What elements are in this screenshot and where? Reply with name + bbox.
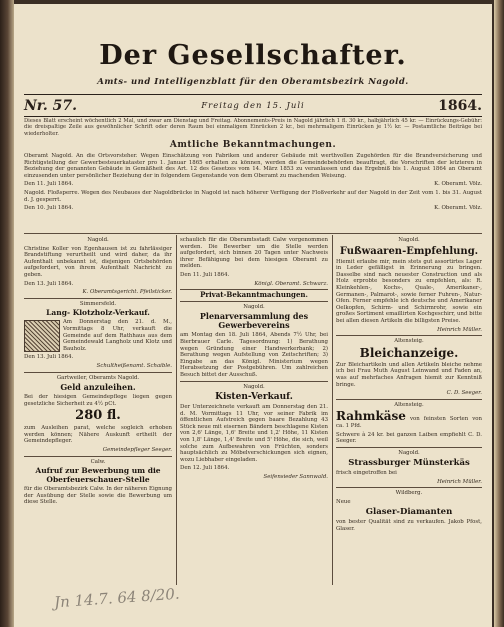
ad-muenster-signature: Heinrich Müller. (437, 478, 482, 485)
left-column (24, 237, 172, 508)
book-binding-gutter (0, 0, 14, 627)
header-rule-top (24, 94, 482, 95)
middle-divider-1 (180, 289, 328, 290)
official-bottom-rule (24, 233, 482, 234)
ad-fuss-text: Hiemit erlaube mir, mein stets gut assortirtes Lager in Leder gefälligst in Erinnerung zu bringen. Dasselbe sind nach neuester Construction und als Holz erprobte besonders zu empfehlen, als: R. Kleinkehlen-, Kochs-, Quale-, Amerikaner-, Germanen-, Palmarot-, sowie ferner Fuhren-, Natur-Ofen. Ferner empfehle ich deutsche und Amerikaner Oelkopfen, Schirm- und Schirmrohr, sowie ein großes Sortiment emaillirten Kochgeschirr, und bitte bei allen diesen Artikeln die billigsten Preise. (336, 258, 482, 324)
ad-rahm-side: von feinsten Sorten von ca. 1 Pfd. (336, 416, 482, 430)
ad-holz-text: Am Donnerstag den 21. d. M., Vormittags 8 Uhr, verkauft die Gemeinde auf dem Rathhaus aus dem Gemeindewald Langholz und Klotz und Bauholz. (63, 319, 172, 352)
official-notice-1-date: Den 11. Juli 1864. (24, 181, 74, 188)
middle-column (180, 237, 328, 483)
ad-egenhausen-place: Nagold. (87, 237, 109, 243)
ad-bleich-title: Bleichanzeige. (359, 345, 459, 360)
issue-row (24, 98, 482, 114)
ad-fuss-title: Fußwaaren-Empfehlung. (339, 245, 479, 257)
ad-verein-place: Nagold. (243, 303, 265, 310)
official-notice-1-signature: K. Oberamt. Völz. (434, 181, 482, 188)
ad-calw-place: Calw. (90, 458, 106, 465)
ad-egenhausen-signature: K. Oberamtsgericht. Pfeilsticker. (82, 289, 172, 296)
ad-holz-place: Simmersfeld. (79, 300, 117, 307)
ad-glaser-kicker: Neue (336, 498, 351, 505)
newspaper-page (14, 4, 492, 627)
issue-date: Freitag den 15. Juli (201, 101, 305, 111)
left-divider-3 (24, 456, 172, 457)
official-notice-2-signature: K. Oberamt. Völz. (434, 205, 482, 212)
ad-holz-signature: Schultheißenamt. Schaible. (96, 362, 172, 369)
pencil-annotation: Jn 14.7. 64 8/20. (53, 584, 181, 612)
ad-fuss-signature: Heinrich Müller. (437, 326, 482, 333)
ad-geld-amount: 280 fl. (75, 408, 121, 424)
ad-kisten-date: Den 12. Juli 1864. (180, 465, 230, 472)
ad-calw-signature: Königl. Oberamt. Schwarz. (254, 280, 328, 287)
issue-number: Nr. 57. (24, 98, 77, 114)
ad-muenster-text: frisch eingetroffen bei (336, 470, 397, 477)
ad-geld-title: Geld anzuleihen. (60, 382, 136, 393)
official-notice-1: Oberamt Nagold. An die Ortsvorsteher. Wegen Einschätzung von Fabriken und anderer Gebäude mit werthvollen Zugehörden für die Brandversicherung und Richtigstellung der Gewerbesteuerkataster pro 1. Januar 1865 erhalten zu können, werden die Gemeindebehörden beauftragt, die Vorschriften der letzteren in Beziehung der genannten Gebäude in Gemäßheit des Art. 12 des Gesetzes vom 14. März 1853 zu veranlassen und das Ergebniß bis 1. August 1864 an Oberamt einzusenden unter persönlicher Beziehung der in folgendem Gegenstande von dem Oberamt zu machenden Weisung. (24, 153, 482, 179)
ad-rahm-place: Altensteig. (394, 401, 424, 408)
ad-verein-title: Plenarversammlung des Gewerbevereins (199, 311, 309, 331)
ad-holz-title: Lang- Klotzholz-Verkauf. (46, 308, 150, 318)
right-divider-4 (336, 487, 482, 488)
ad-calw-title: Aufruf zur Bewerbung um die Oberfeuerschauer-Stelle (35, 466, 161, 484)
ad-muenster-title: Strassburger Münsterkäs (348, 457, 470, 468)
ad-muenster-place: Nagold. (398, 450, 420, 457)
ad-verein-text: am Montag den 18. Juli 1864, Abends 7½ Uhr, bei Bierbrauer Carle. Tagesordnung: 1) Berathung wegen Gründung einer Handwerkerbank; 2) Berathung wegen Aufstellung von Zeitschriften; 3) Eingabe an das Königl. Ministerium wegen Herabsetzung der Postgebühren. Um zahlreichen Besuch bittet der Ausschuß. (180, 332, 328, 378)
ad-kisten-title: Kisten-Verkauf. (215, 392, 293, 403)
ad-calw-text: für die Oberamtsbezirk Calw. In der näheren Eignung der Ausübung der Stelle sowie die Bewerbung um diese Stelle. (24, 486, 172, 506)
middle-divider-2 (180, 301, 328, 302)
tree-woodcut-icon (24, 320, 60, 352)
ad-glaser-text: von bester Qualität sind zu verkaufen. Jakob Pfost, Glaser. (336, 519, 482, 532)
right-column (336, 237, 482, 534)
subscription-notice: Dieses Blatt erscheint wöchentlich 2 Mal, und zwar am Dienstag und Freitag. Abonnements-Preis in Nagold jährlich 1 fl. 30 kr., halbjährlich 45 kr. — Einrückungs-Gebühr: die dreispaltige Zeile aus gewöhnlicher Schrift oder deren Raum bei einmaligem Einrücken 2 kr., bei mehrmaligem Einrücken je 1½ kr. — Postamtliche Beiträge bei wiederholter. (24, 118, 482, 137)
right-divider-1 (336, 335, 482, 336)
masthead-subtitle: Amts- und Intelligenzblatt für den Oberamtsbezirk Nagold. (97, 77, 409, 87)
middle-divider-3 (180, 381, 328, 382)
ad-rahm-title: Rahmkäse (336, 409, 406, 424)
right-divider-2 (336, 399, 482, 400)
private-heading: Privat-Bekanntmachungen. (200, 290, 308, 300)
ad-calw-date: Den 11. Juli 1864. (180, 271, 230, 278)
issue-year: 1864. (438, 98, 482, 114)
ad-bleich-signature: C. D. Seeger. (446, 390, 482, 397)
right-divider-3 (336, 447, 482, 448)
official-heading: Amtliche Bekanntmachungen. (169, 140, 337, 150)
ad-egenhausen-text: Christine Koller von Egenhausen ist zu fahrlässiger Brandstiftung verurtheilt und wird daher, da ihr Aufenthalt unbekannt ist, diejenigen Ortsbehörden aufgefordert, von ihrem Aufenthalt Nachricht zu geben. (24, 245, 172, 278)
header-rule-bottom (24, 116, 482, 117)
ad-glaser-place: Wildberg. (395, 490, 423, 497)
ad-calw-continued: schaulich für die Oberamtsstadt Calw vorgenommen werden. Die Bewerber um die Stelle werden aufgefordert, sich binnen 20 Tagen unter Nachweis ihrer Befähigung bei dem hiesigen Oberamt zu melden. (180, 237, 328, 270)
ad-kisten-signature: Seifensieder Sannwald. (263, 474, 328, 481)
ad-fuss-place: Nagold. (398, 237, 420, 243)
ad-rahm-text: Schwere à 24 kr. bei ganzen Laiben empfiehlt C. D. Seeger. (336, 431, 482, 445)
ad-holz-date: Den 13. Juli 1864. (24, 354, 74, 361)
ad-egenhausen-date: Den 13. Juli 1864. (24, 280, 74, 287)
ad-glaser-title: Glaser-Diamanten (365, 506, 453, 517)
column-rule-right (332, 235, 333, 585)
book-page-edge (494, 0, 504, 627)
column-rule-left (176, 235, 177, 585)
official-notices (24, 153, 482, 214)
ad-bleich-text: Zur Bleichartikeln und allen Artikeln bleiche nehme ich bei Frau Muth August Leinwand und Faden an, was auf mehrfaches Anfragen hiemit zur Kenntniß bringe. (336, 361, 482, 388)
official-notice-2: Nagold. Floßsperre. Wegen des Neubaues der Nagoldbrücke in Nagold ist nach höherer Verfügung der Floßverkehr auf der Nagold in der Zeit vom 1. bis 31. August d. J. gesperrt. (24, 189, 482, 203)
ad-kisten-place: Nagold. (243, 383, 265, 390)
left-divider-2 (24, 372, 172, 373)
ad-geld-place: Gartweiler, Oberamts Nagold. (56, 374, 140, 381)
ad-bleich-place: Altensteig. (394, 338, 424, 345)
left-divider-1 (24, 298, 172, 299)
masthead-title: Der Gesellschafter. (99, 40, 407, 71)
official-notice-2-date: Den 10. Juli 1864. (24, 205, 74, 212)
ad-geld-text: Bei der hiesigen Gemeindepflege liegen gegen gesetzliche Sicherheit zu 4½ pCt. (24, 394, 172, 407)
ad-geld-signature: Gemeindepfleger Seeger. (102, 447, 172, 454)
ad-geld-text-2: zum Ausleihen parat, welche sogleich erhoben werden können; Nähere Auskunft ertheilt der Gemeindepfleger. (24, 425, 172, 445)
ad-kisten-text: Der Unterzeichnete verkauft am Donnerstag den 21. d. M. Vormittags 11 Uhr, vor seiner Fabrik im öffentlichen Aufstreich gegen baare Bezahlung 43 Stück neue mit eisernen Bändern beschlagene Kisten von 2,6' Länge, 1,6' Breite und 1,2' Höhe, 11 Kisten von 1,8' Länge, 1,4' Breite und 5' Höhe, die sich, weil solche zum Aufbewahren von Früchten, sonders hauptsächlich zu Möbelverschickungen sich eignen, wozu Liebhaber eingeladen. (180, 404, 328, 463)
